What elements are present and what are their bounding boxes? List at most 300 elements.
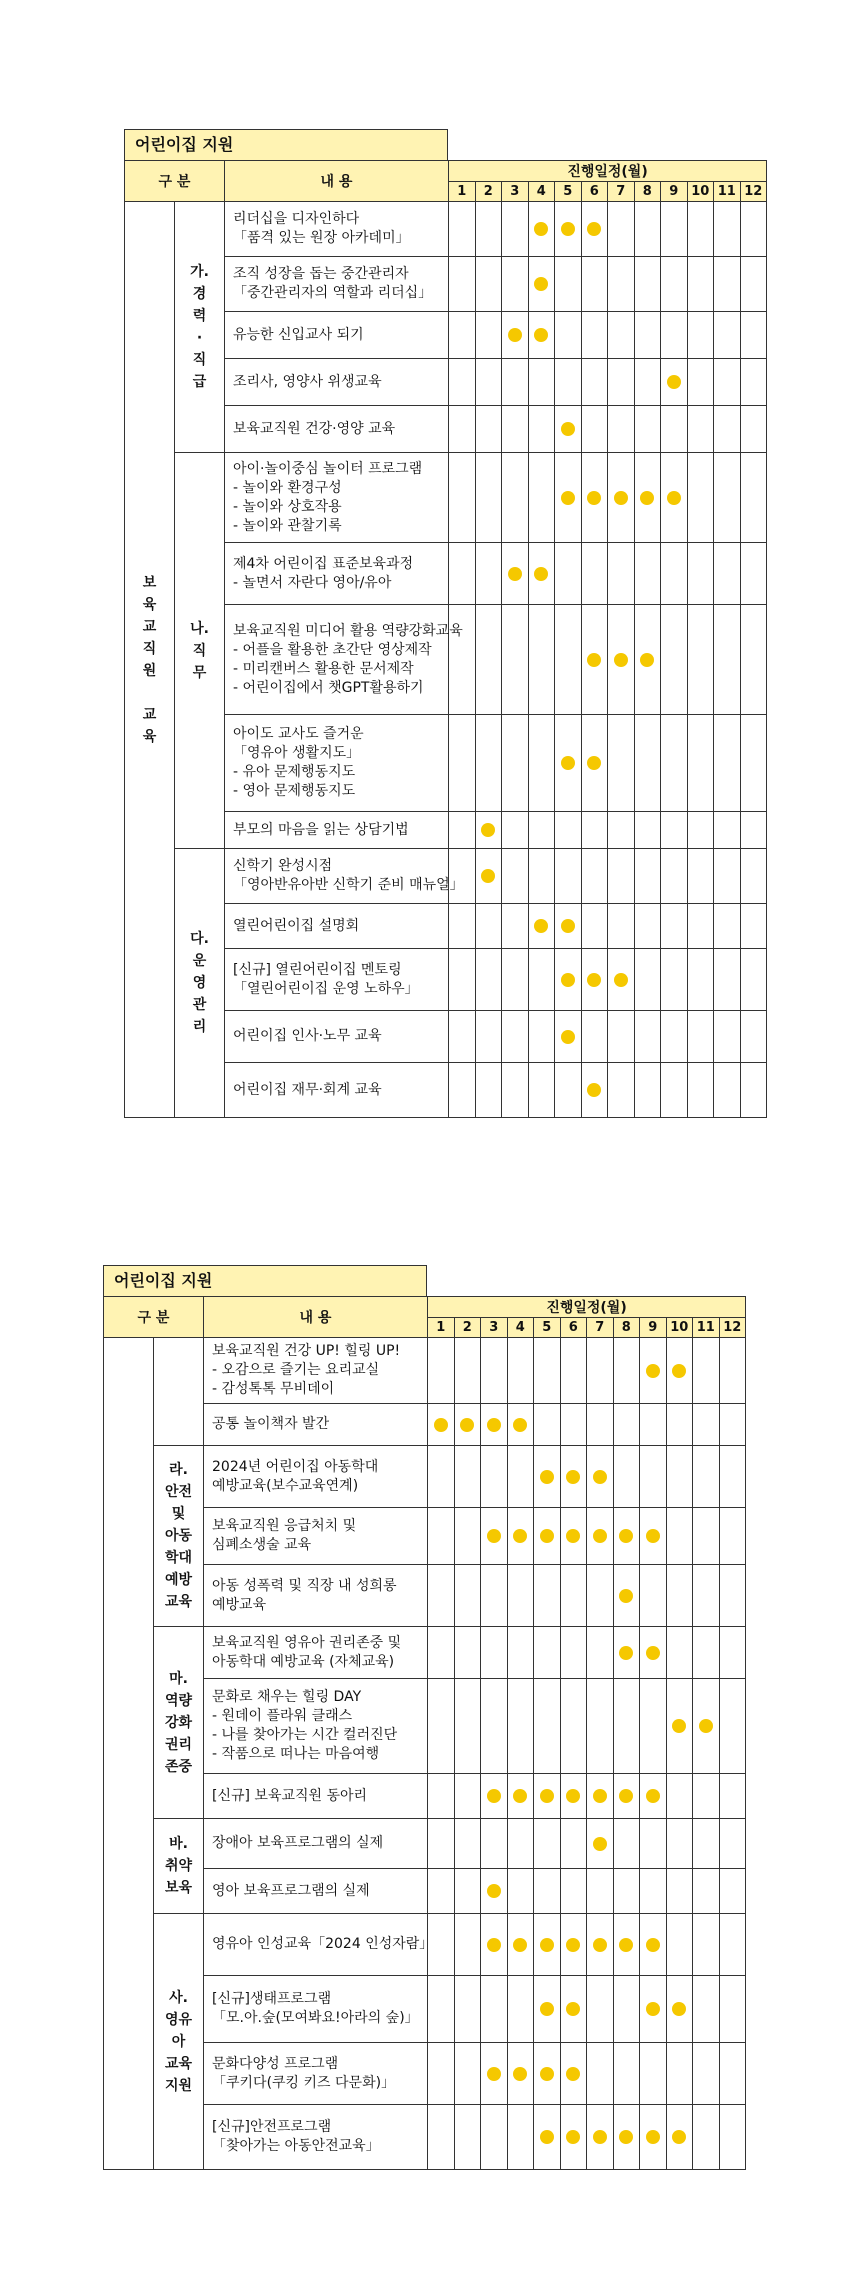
month-cell xyxy=(587,1774,614,1819)
month-cell xyxy=(534,1446,561,1508)
month-cell xyxy=(634,359,661,406)
month-cell xyxy=(454,1819,481,1869)
month-cell xyxy=(534,1508,561,1565)
month-cell xyxy=(534,1774,561,1819)
month-cell xyxy=(661,257,688,312)
month-cell xyxy=(502,715,529,812)
content-cell xyxy=(225,312,449,359)
content-cell xyxy=(204,1914,434,1976)
schedule-dot xyxy=(508,328,522,342)
group-label-line: 사. xyxy=(169,1989,188,2006)
group-label-line: 예방 xyxy=(164,1572,193,1588)
month-cell xyxy=(428,1679,455,1774)
group-label-line: 존중 xyxy=(164,1758,193,1775)
schedule-dot xyxy=(619,1938,633,1952)
month-cell xyxy=(740,949,767,1011)
month-cell xyxy=(454,1508,481,1565)
month-cell xyxy=(555,257,582,312)
group-label-line: 급 xyxy=(192,374,207,390)
month-cell xyxy=(507,1565,534,1627)
schedule-dot xyxy=(587,653,601,667)
month-cell xyxy=(687,949,714,1011)
month-cell xyxy=(528,543,555,605)
content-cell xyxy=(204,1679,428,1774)
schedule-dot xyxy=(593,1938,607,1952)
main-category-cell xyxy=(104,1338,154,2170)
month-cell xyxy=(534,2043,561,2105)
content-line: 어린이집 재무·회계 교육 xyxy=(233,1081,382,1098)
schedule-grid xyxy=(124,160,767,1118)
content-line: - 놀이와 상호작용 xyxy=(233,498,342,515)
month-cell xyxy=(534,1404,561,1446)
month-cell xyxy=(608,453,635,543)
month-header: 2 xyxy=(454,1318,481,1338)
month-cell xyxy=(475,257,502,312)
month-cell xyxy=(454,1338,481,1404)
schedule-dot xyxy=(587,222,601,236)
schedule-dot xyxy=(487,1418,501,1432)
month-cell xyxy=(449,543,476,605)
group-label-line: 리 xyxy=(192,1019,207,1035)
category-header: 구 분 xyxy=(125,161,225,202)
group-label-line: 취약 xyxy=(164,1858,193,1874)
group-label-line: 가. xyxy=(190,264,209,280)
table-row xyxy=(125,453,767,543)
content-line: 「쿠키다(쿠킹 키즈 다문화)」 xyxy=(212,2074,396,2091)
month-cell xyxy=(481,1627,508,1679)
group-label-line: 지원 xyxy=(164,2077,193,2094)
content-line: 어린이집 인사·노무 교육 xyxy=(233,1028,382,1044)
schedule-dot xyxy=(487,1938,501,1952)
month-cell xyxy=(714,406,741,453)
month-cell xyxy=(687,543,714,605)
month-cell xyxy=(634,257,661,312)
schedule-dot xyxy=(619,1529,633,1543)
group-label-line: 영 xyxy=(192,975,207,991)
month-cell xyxy=(581,949,608,1011)
content-cell xyxy=(225,1011,449,1063)
schedule-dot xyxy=(566,1789,580,1803)
month-cell xyxy=(608,904,635,949)
main-category-char: 원 xyxy=(142,662,157,679)
month-cell xyxy=(587,1819,614,1869)
schedule-dot xyxy=(561,973,575,987)
schedule-dot xyxy=(566,1938,580,1952)
month-header: 7 xyxy=(608,182,635,202)
month-cell xyxy=(454,2043,481,2105)
content-line: - 유아 문제행동지도 xyxy=(233,764,356,780)
schedule-dot xyxy=(640,491,654,505)
table-row xyxy=(104,1627,746,1679)
month-cell xyxy=(581,715,608,812)
month-cell xyxy=(534,1869,561,1914)
month-cell xyxy=(693,1508,720,1565)
group-label-line: 관 xyxy=(192,997,207,1013)
schedule-dot xyxy=(646,2130,660,2144)
month-cell xyxy=(502,849,529,904)
group-label-cell xyxy=(175,849,225,1118)
content-cell xyxy=(225,1063,449,1118)
group-label-cell xyxy=(175,202,225,453)
content-cell xyxy=(204,1565,428,1627)
schedule-dot xyxy=(487,1884,501,1898)
month-cell xyxy=(560,1404,587,1446)
month-cell xyxy=(714,715,741,812)
month-cell xyxy=(634,904,661,949)
schedule-dot xyxy=(667,375,681,389)
month-cell xyxy=(587,1679,614,1774)
month-cell xyxy=(449,406,476,453)
content-cell xyxy=(225,359,449,406)
month-cell xyxy=(449,949,476,1011)
group-label-cell xyxy=(175,453,225,849)
month-cell xyxy=(608,359,635,406)
schedule-dot xyxy=(566,2130,580,2144)
month-cell xyxy=(634,605,661,715)
month-cell xyxy=(449,202,476,257)
content-line: 신학기 완성시점 xyxy=(233,858,333,874)
table-row xyxy=(104,1819,746,1869)
month-cell xyxy=(640,2043,667,2105)
month-cell xyxy=(613,1565,640,1627)
month-cell xyxy=(528,715,555,812)
month-cell xyxy=(587,1627,614,1679)
month-cell xyxy=(640,1627,667,1679)
month-cell xyxy=(528,904,555,949)
month-header: 7 xyxy=(587,1318,614,1338)
schedule-dot xyxy=(534,919,548,933)
month-cell xyxy=(714,849,741,904)
content-cell xyxy=(225,543,449,605)
month-cell xyxy=(528,1011,555,1063)
group-label-line: 직 xyxy=(192,642,207,659)
month-cell xyxy=(428,1446,455,1508)
month-cell xyxy=(719,1679,746,1774)
content-cell xyxy=(204,1774,428,1819)
month-header: 11 xyxy=(714,182,741,202)
group-label-line: 나. xyxy=(190,620,209,637)
month-cell xyxy=(693,1404,720,1446)
schedule-table-1 xyxy=(124,129,763,1118)
content-line: 「영유아 생활지도」 xyxy=(233,745,361,761)
month-cell xyxy=(528,849,555,904)
month-cell xyxy=(687,453,714,543)
month-cell xyxy=(481,2105,508,2170)
schedule-dot xyxy=(614,973,628,987)
month-cell xyxy=(555,849,582,904)
month-cell xyxy=(634,543,661,605)
month-cell xyxy=(555,949,582,1011)
table-title: 어린이집 지원 xyxy=(124,129,448,160)
month-cell xyxy=(581,1063,608,1118)
month-cell xyxy=(581,359,608,406)
content-cell xyxy=(225,715,449,812)
month-cell xyxy=(719,1446,746,1508)
month-cell xyxy=(528,359,555,406)
month-cell xyxy=(666,1404,693,1446)
content-line: 보육교직원 미디어 활용 역량강화교육 xyxy=(233,622,463,639)
month-cell xyxy=(528,605,555,715)
month-cell xyxy=(481,1774,508,1819)
month-cell xyxy=(719,2043,746,2105)
content-line: - 나를 찾아가는 시간 컬러진단 xyxy=(212,1727,398,1743)
content-line: 보육교직원 건강 UP! 힐링 UP! xyxy=(212,1343,401,1359)
month-cell xyxy=(666,1508,693,1565)
month-cell xyxy=(560,1774,587,1819)
group-label-line: 직 xyxy=(192,352,207,368)
month-cell xyxy=(428,2043,455,2105)
table-title: 어린이집 지원 xyxy=(103,1265,427,1296)
group-label-line: 무 xyxy=(192,664,207,681)
month-cell xyxy=(534,2105,561,2170)
month-cell xyxy=(481,1914,508,1976)
month-cell xyxy=(640,1404,667,1446)
month-cell xyxy=(661,202,688,257)
month-cell xyxy=(449,1063,476,1118)
month-cell xyxy=(714,1063,741,1118)
month-header: 3 xyxy=(502,182,529,202)
month-header: 4 xyxy=(507,1318,534,1338)
month-header: 10 xyxy=(687,182,714,202)
schedule-dot xyxy=(672,1364,686,1378)
month-cell xyxy=(555,453,582,543)
schedule-dot xyxy=(534,567,548,581)
month-cell xyxy=(528,202,555,257)
month-cell xyxy=(555,202,582,257)
group-label-line: 역량 xyxy=(164,1692,193,1709)
schedule-table-2 xyxy=(103,1265,742,2170)
month-cell xyxy=(714,812,741,849)
table-row xyxy=(104,1914,746,1976)
content-cell xyxy=(204,1819,428,1869)
content-cell xyxy=(204,2043,428,2105)
schedule-dot xyxy=(672,2002,686,2016)
month-cell xyxy=(693,1869,720,1914)
schedule-dot xyxy=(593,1529,607,1543)
schedule-dot xyxy=(646,1364,660,1378)
month-cell xyxy=(661,904,688,949)
schedule-dot xyxy=(513,2067,527,2081)
month-header: 8 xyxy=(634,182,661,202)
schedule-dot xyxy=(587,491,601,505)
group-label-cell xyxy=(154,1446,204,1627)
month-cell xyxy=(555,1011,582,1063)
content-line: 공통 놀이책자 발간 xyxy=(212,1416,330,1432)
month-cell xyxy=(481,2043,508,2105)
month-cell xyxy=(507,1338,534,1404)
month-cell xyxy=(560,1446,587,1508)
month-cell xyxy=(687,605,714,715)
group-label-line: 교육 xyxy=(164,1594,193,1610)
group-label-line: 마. xyxy=(169,1670,188,1687)
content-line: 「품격 있는 원장 아카데미」 xyxy=(233,230,410,246)
month-cell xyxy=(581,406,608,453)
schedule-dot xyxy=(699,1719,713,1733)
table-row xyxy=(125,202,767,257)
month-cell xyxy=(666,1976,693,2043)
month-cell xyxy=(608,406,635,453)
schedule-dot xyxy=(540,1789,554,1803)
content-cell xyxy=(204,1446,428,1508)
month-cell xyxy=(634,1063,661,1118)
schedule-dot xyxy=(587,973,601,987)
month-cell xyxy=(581,904,608,949)
month-cell xyxy=(449,849,476,904)
month-cell xyxy=(687,312,714,359)
month-cell xyxy=(475,543,502,605)
month-cell xyxy=(587,1508,614,1565)
month-header: 9 xyxy=(661,182,688,202)
main-category-char: 직 xyxy=(142,640,157,657)
schedule-dot xyxy=(593,1789,607,1803)
content-cell xyxy=(204,2105,428,2170)
month-cell xyxy=(634,1011,661,1063)
content-cell xyxy=(204,1869,428,1914)
month-cell xyxy=(507,1627,534,1679)
month-cell xyxy=(428,1869,455,1914)
content-cell xyxy=(204,1976,428,2043)
content-cell xyxy=(225,904,449,949)
schedule-dot xyxy=(487,1789,501,1803)
month-cell xyxy=(661,812,688,849)
month-cell xyxy=(613,2043,640,2105)
month-header: 10 xyxy=(666,1318,693,1338)
month-cell xyxy=(719,1914,746,1976)
content-cell xyxy=(225,453,449,543)
month-cell xyxy=(502,359,529,406)
month-cell xyxy=(507,1774,534,1819)
month-cell xyxy=(634,949,661,1011)
content-line: 조리사, 영양사 위생교육 xyxy=(233,373,382,390)
month-cell xyxy=(475,715,502,812)
month-cell xyxy=(693,1679,720,1774)
month-header: 12 xyxy=(719,1318,746,1338)
schedule-dot xyxy=(593,2130,607,2144)
month-cell xyxy=(507,1508,534,1565)
schedule-dot xyxy=(513,1789,527,1803)
month-cell xyxy=(613,1819,640,1869)
month-cell xyxy=(640,1679,667,1774)
schedule-dot xyxy=(487,1529,501,1543)
main-category-char xyxy=(125,682,174,704)
month-cell xyxy=(507,1679,534,1774)
content-line: 문화로 채우는 힐링 DAY xyxy=(212,1689,362,1705)
month-cell xyxy=(666,1774,693,1819)
month-header: 3 xyxy=(481,1318,508,1338)
month-cell xyxy=(449,812,476,849)
content-cell xyxy=(204,1508,428,1565)
schedule-dot xyxy=(593,1837,607,1851)
month-header: 8 xyxy=(613,1318,640,1338)
month-cell xyxy=(661,1063,688,1118)
content-line: - 작품으로 떠나는 마음여행 xyxy=(212,1746,380,1762)
month-cell xyxy=(587,1976,614,2043)
month-cell xyxy=(640,1819,667,1869)
month-cell xyxy=(581,605,608,715)
month-cell xyxy=(587,1338,614,1404)
month-cell xyxy=(454,1774,481,1819)
month-cell xyxy=(693,1914,720,1976)
schedule-dot xyxy=(619,1789,633,1803)
month-cell xyxy=(555,406,582,453)
month-cell xyxy=(666,1627,693,1679)
main-category-char: 교 xyxy=(142,706,157,723)
month-cell xyxy=(534,1565,561,1627)
group-label-cell xyxy=(154,1627,204,1819)
month-cell xyxy=(634,312,661,359)
schedule-dot xyxy=(540,2002,554,2016)
month-cell xyxy=(528,1063,555,1118)
month-cell xyxy=(719,1869,746,1914)
month-cell xyxy=(634,202,661,257)
month-cell xyxy=(661,605,688,715)
month-cell xyxy=(666,2043,693,2105)
content-line: - 놀이와 환경구성 xyxy=(233,479,342,496)
month-cell xyxy=(693,1565,720,1627)
month-cell xyxy=(693,1627,720,1679)
content-line: 「찾아가는 아동안전교육」 xyxy=(212,2138,380,2154)
schedule-dot xyxy=(566,1529,580,1543)
schedule-dot xyxy=(672,1719,686,1733)
month-cell xyxy=(693,1819,720,1869)
month-cell xyxy=(555,605,582,715)
month-cell xyxy=(661,406,688,453)
schedule-dot xyxy=(434,1418,448,1432)
month-cell xyxy=(634,715,661,812)
month-cell xyxy=(555,812,582,849)
month-cell xyxy=(640,1914,667,1976)
month-header: 6 xyxy=(560,1318,587,1338)
month-cell xyxy=(661,543,688,605)
group-label-line: 바. xyxy=(169,1836,188,1852)
schedule-dot xyxy=(646,1529,660,1543)
schedule-dot xyxy=(587,1083,601,1097)
month-cell xyxy=(613,1679,640,1774)
month-cell xyxy=(740,359,767,406)
month-cell xyxy=(428,1508,455,1565)
content-header: 내 용 xyxy=(204,1297,428,1338)
group-label-line: 안전 xyxy=(164,1484,193,1500)
main-category-char: 육 xyxy=(142,596,157,613)
content-header: 내 용 xyxy=(225,161,449,202)
month-cell xyxy=(719,1774,746,1819)
month-cell xyxy=(613,1627,640,1679)
month-cell xyxy=(428,1627,455,1679)
month-cell xyxy=(687,1063,714,1118)
month-cell xyxy=(613,2105,640,2170)
month-cell xyxy=(555,312,582,359)
content-line: 「중간관리자의 역할과 리더십」 xyxy=(233,285,433,301)
month-cell xyxy=(714,543,741,605)
month-cell xyxy=(560,1627,587,1679)
month-cell xyxy=(428,1774,455,1819)
month-cell xyxy=(481,1565,508,1627)
group-label-line: 보육 xyxy=(164,1880,193,1896)
month-cell xyxy=(507,2105,534,2170)
schedule-dot xyxy=(646,2002,660,2016)
schedule-dot xyxy=(646,1789,660,1803)
month-cell xyxy=(454,1679,481,1774)
month-cell xyxy=(640,1565,667,1627)
month-cell xyxy=(449,715,476,812)
month-cell xyxy=(666,1819,693,1869)
month-cell xyxy=(560,1976,587,2043)
table-row xyxy=(104,1446,746,1508)
month-cell xyxy=(428,1976,455,2043)
month-cell xyxy=(587,1565,614,1627)
month-cell xyxy=(475,453,502,543)
content-cell xyxy=(225,257,449,312)
